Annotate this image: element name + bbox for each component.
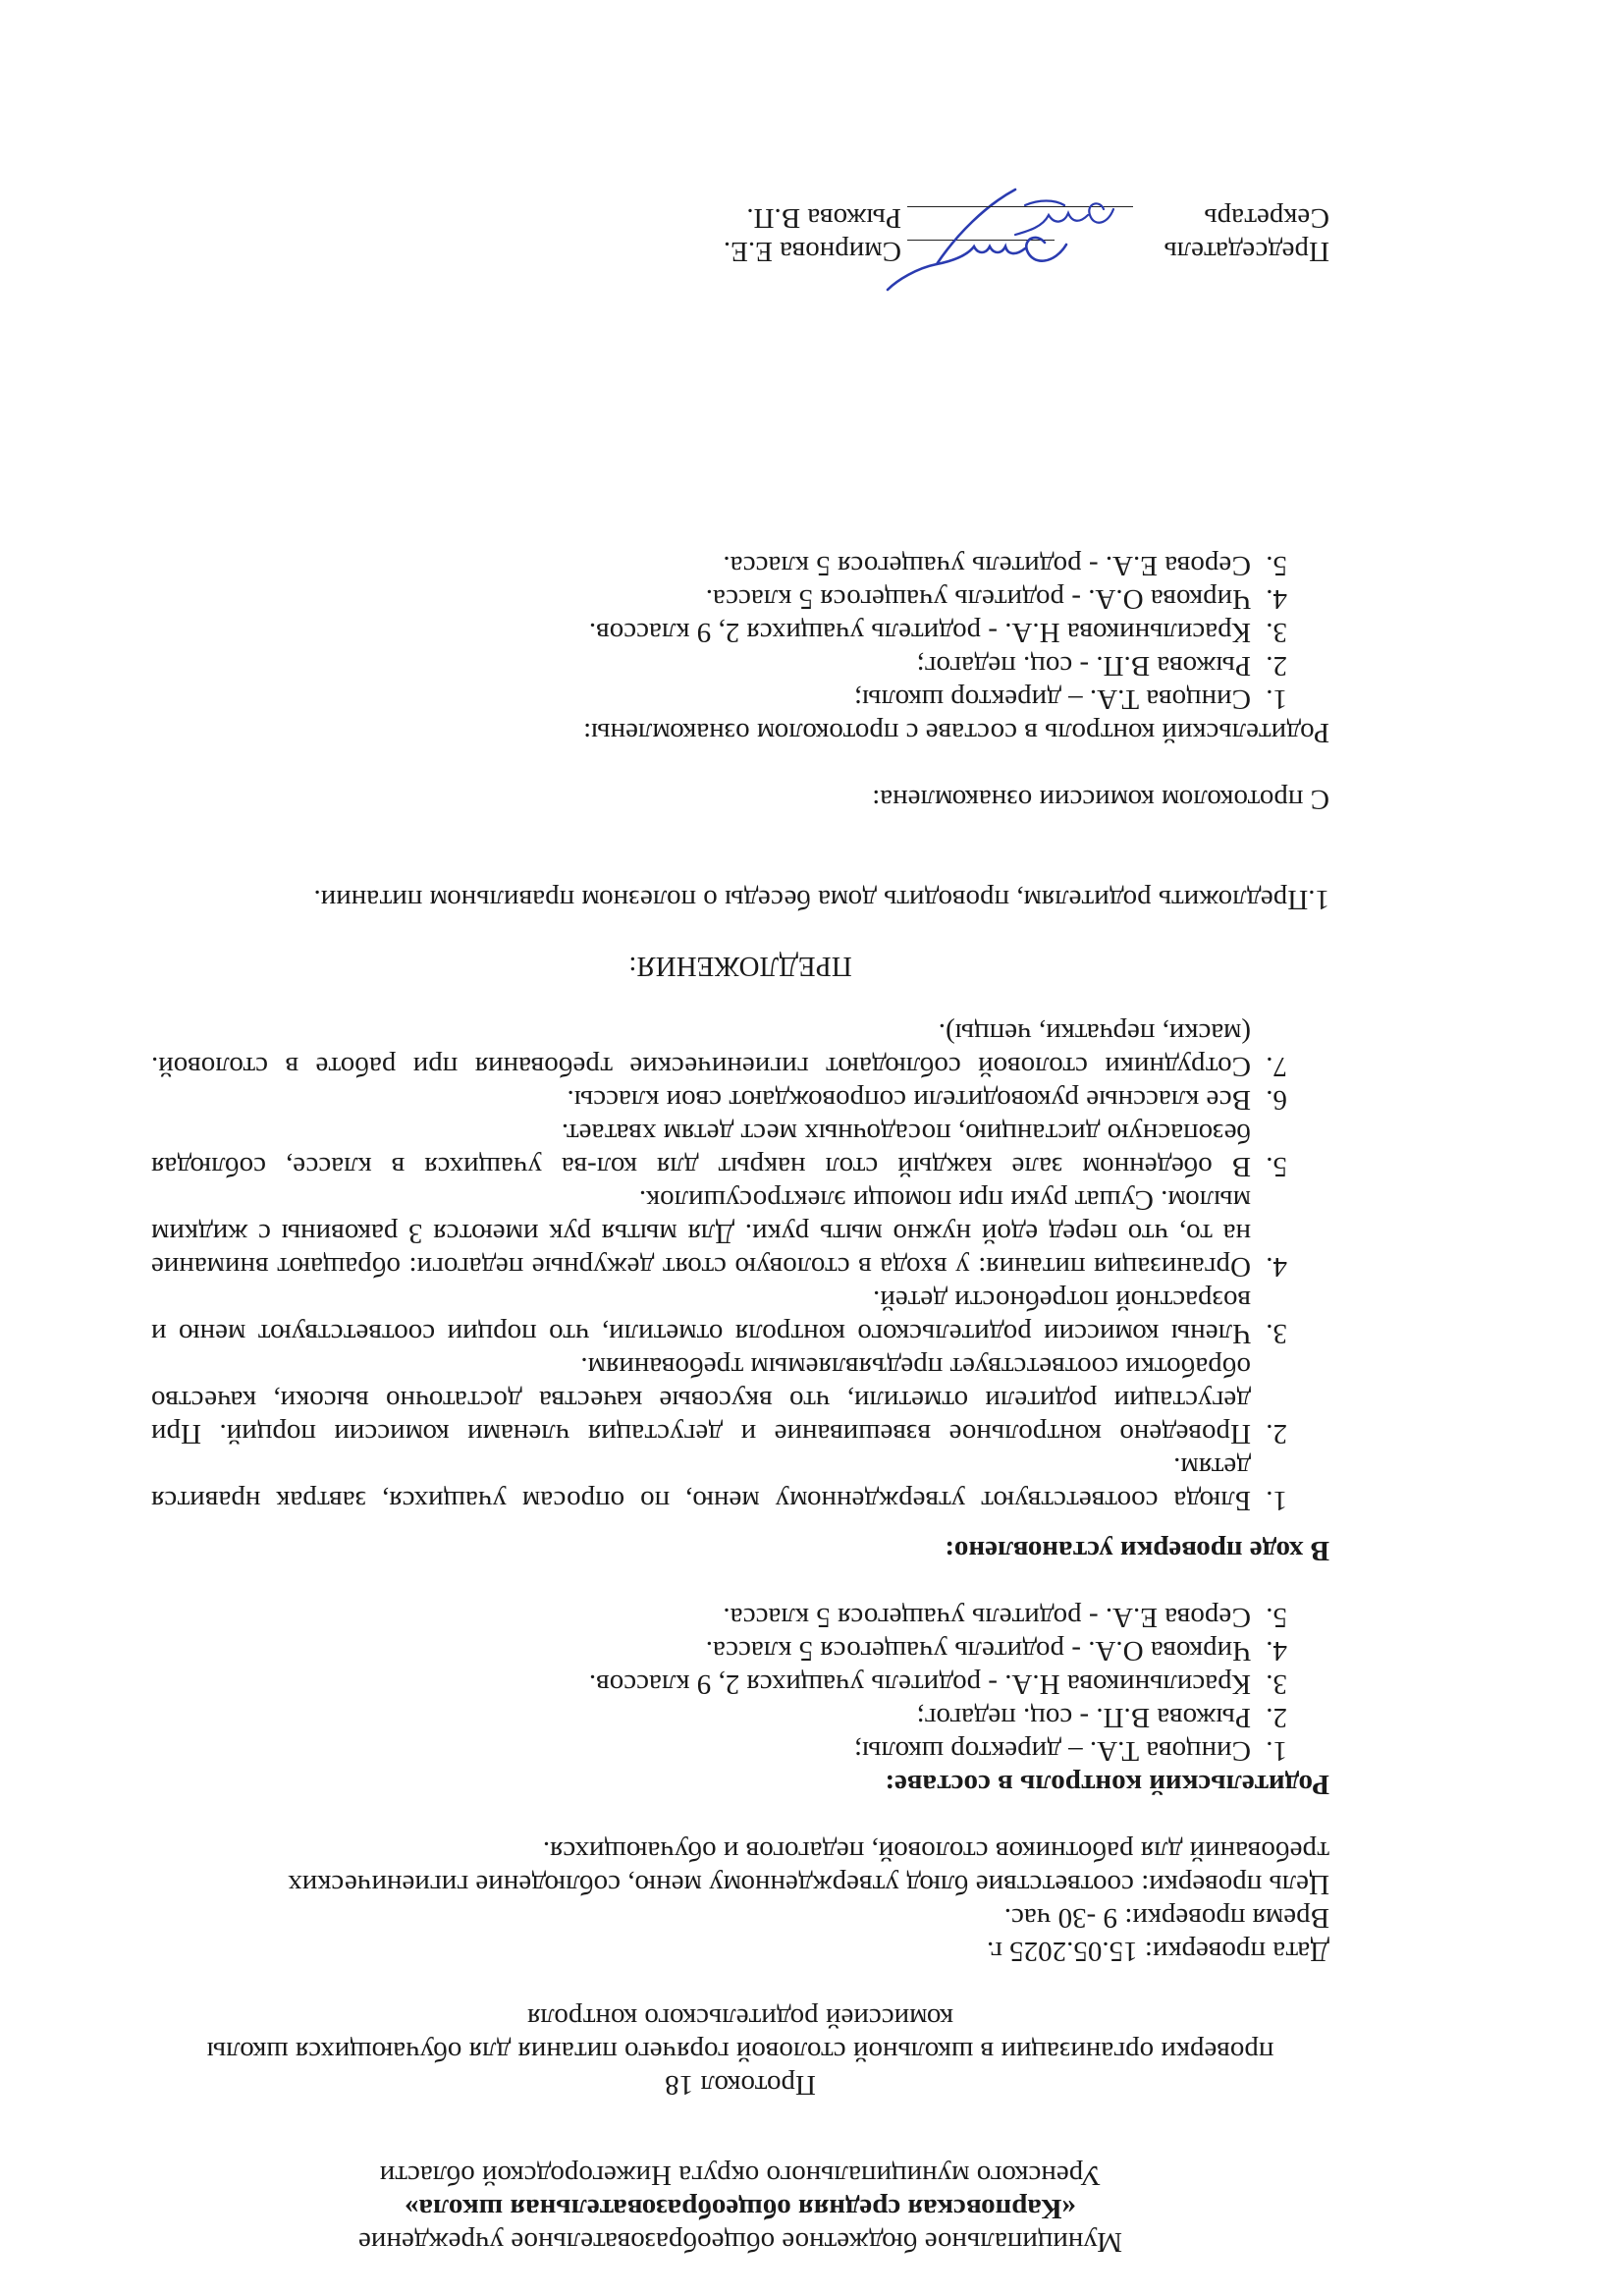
header-line-3: Уренского муниципального округа Нижегородской области [379,2159,1102,2191]
protocol-subtitle-2: комиссией родительского контроля [526,2002,954,2034]
proposals-heading: ПРЕДЛОЖЕНИЯ: [628,951,852,982]
secretary-name: Рыжова В.П. [746,202,901,234]
list-item: 1. Синцова Т.А. – директор школы; [151,683,1259,716]
list-item: 2. Рыжова В.П. - соц. педагог; [151,1701,1259,1734]
protocol-subtitle-1: проверки организации в школьной столовой горячего питания для обучающихся школы [206,2036,1274,2067]
findings-list [151,1016,1329,1517]
list-item: 7. Сотрудники столовой соблюдают гигиенические требования при работе в столовой. (маски, перчатки, чепцы). [151,1016,1259,1083]
list-item: 2. Рыжова В.П. - соц. педагог; [151,649,1259,683]
school-header [151,2159,1329,2259]
protocol-title: Протокол 18 [665,2069,816,2101]
parents-acquainted-heading: Родительский контроль в составе с протоколом ознакомлены: [583,717,1329,748]
check-time: Время проверки: 9 -30 час. [1003,1902,1329,1934]
chair-role: Председатель [1164,236,1329,267]
list-item: 4. Чиркова О.А. - родитель учащегося 5 класса. [151,582,1259,616]
composition-heading: Родительский контроль в составе: [885,1769,1329,1800]
header-line-1: Муниципальное бюджетное общеобразовательное учреждение [358,2226,1122,2258]
check-purpose-1: Цель проверки: соответствие блюд утвержденному меню, соблюдение гигиенических [288,1869,1329,1900]
check-purpose-2: требований для работников столовой, педагогов и обучающихся. [542,1835,1329,1867]
list-item: 1. Блюда соответствуют утвержденному меню, по опросам учащихся, завтрак нравится детям. [151,1450,1259,1517]
list-item: 3. Красильникова Н.А. - родитель учащихся 2, 9 классов. [151,616,1259,649]
list-item: 4. Организация питания: у входа в столовую стоят дежурные педагоги: обращают внимание на то, что перед едой нужно мыть руки. Для мытья рук имеются 3 раковины с жидким мылом. Сушат руки при помощи электросушилок. [151,1183,1259,1284]
list-item: 2. Проведено контрольное взвешивание и дегустация членами комиссии порций. При дегустации родители отметили, что вкусовые качества достаточно высоки, качество обработки соответствует предъявляемым требованиям. [151,1350,1259,1450]
acquainted-list [151,549,1329,716]
list-item: 5. Серова Е.А. - родитель учащегося 5 класса. [151,1601,1259,1634]
list-item: 6. Все классные руководители сопровождают свои классы. [151,1083,1259,1117]
secretary-signature-row [721,201,1329,235]
list-item: 1. Синцова Т.А. – директор школы; [151,1734,1259,1768]
check-date: Дата проверки: 15.05.2025 г. [986,1936,1329,1967]
chair-name: Смирнова Е.Е. [723,236,901,267]
secretary-handwritten-signature [1005,186,1123,245]
list-item: 3. Красильникова Н.А. - родитель учащихся 2, 9 классов. [151,1667,1259,1701]
protocol-heading [151,2001,1329,2102]
findings-heading: В ходе проверки установлено: [945,1535,1329,1566]
proposal-text: 1.Предложить родителям, проводить дома беседы о полезном правильном питании. [313,884,1329,915]
signature-block [721,201,1329,268]
document-body [151,549,1329,2259]
list-item: 3. Члены комиссии родительского контроля отметили, что порции соответствуют меню и возрастной потребности детей. [151,1284,1259,1350]
header-school-name: «Карповская средняя общеобразовательная школа» [404,2193,1077,2224]
secretary-role: Секретарь [1204,202,1329,234]
composition-list [151,1601,1329,1768]
list-item: 5. Серова Е.А. - родитель учащегося 5 класса. [151,549,1259,582]
list-item: 4. Чиркова О.А. - родитель учащегося 5 класса. [151,1634,1259,1667]
list-item: 5. В обеденном зале каждый стол накрыт для кол-ва учащихся в классе, соблюдая безопасную дистанцию, посадочных мест детям хватает. [151,1117,1259,1183]
commission-acquainted: С протоколом комиссии ознакомлена: [872,784,1329,815]
